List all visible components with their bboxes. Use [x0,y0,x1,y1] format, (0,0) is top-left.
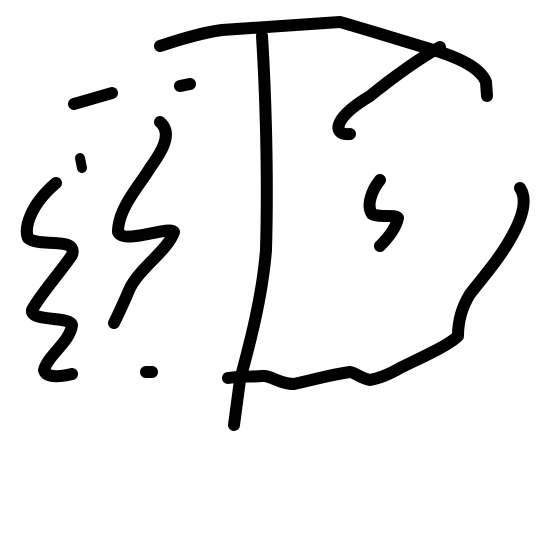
top-left-dot-stroke [180,84,190,86]
left-small-dash-stroke [80,158,82,168]
inner-squiggle-stroke [370,180,398,246]
top-left-dash-stroke [74,93,112,104]
left-squiggle-stroke [27,183,73,376]
top-arc-stroke [160,22,487,96]
middle-squiggle-stroke [114,122,174,323]
diagonal-stroke [338,47,440,134]
vertical-stroke [234,36,267,425]
